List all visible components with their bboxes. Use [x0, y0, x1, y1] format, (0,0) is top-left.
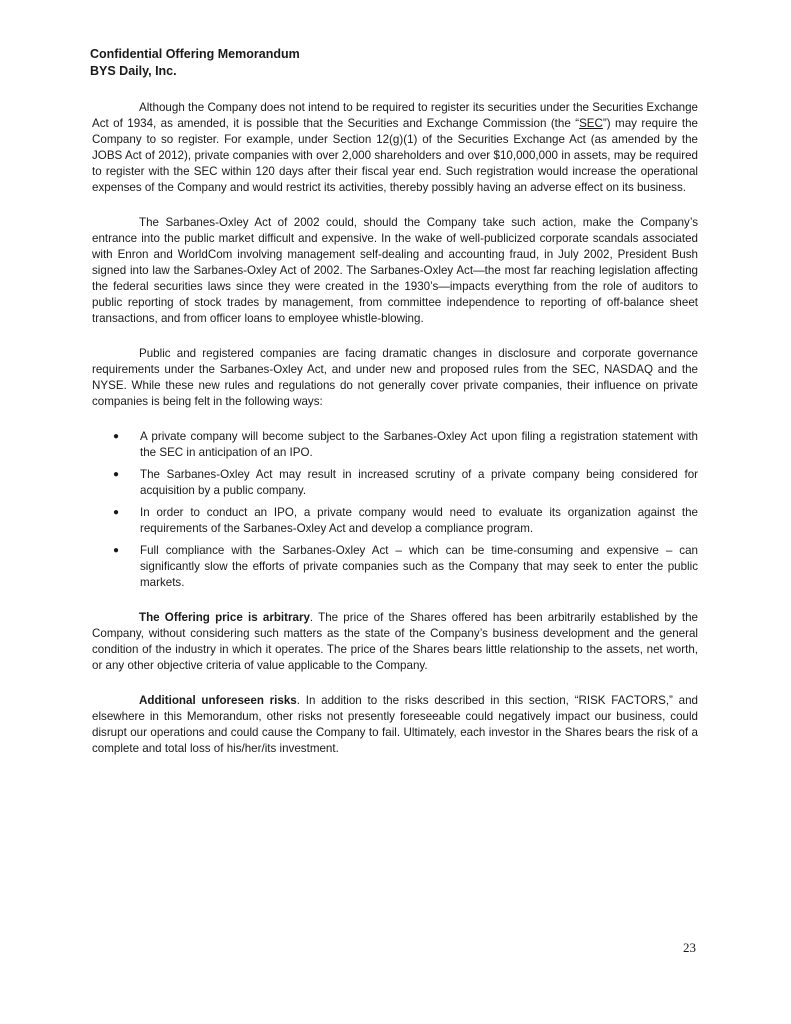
bullet-icon: ● [113, 545, 120, 556]
paragraph-governance: Public and registered companies are facing dramatic changes in disclosure and corporate governance requirements under the Sarbanes-Oxley Act, and under new and proposed rules from the SEC, NASDAQ and the NYSE. While these new rules and regulations do not generally cover private companies, their influence on private companies is being felt in the following ways: [92, 347, 698, 408]
list-item-text: The Sarbanes-Oxley Act may result in increased scrutiny of a private company being considered for acquisition by a public company. [140, 468, 698, 497]
document-body [92, 100, 698, 776]
paragraph-offering-price [92, 610, 698, 674]
header-title: Confidential Offering Memorandum [90, 47, 300, 61]
bullet-icon: ● [113, 431, 120, 442]
bullet-icon: ● [113, 507, 120, 518]
paragraph-heading: The Offering price is arbitrary [139, 611, 310, 624]
list-item [92, 505, 698, 537]
paragraph-text: ”) may require the Company to so register. For example, under Section 12(g)(1) of the Securities Exchange Act (as amended by the JOBS Act of 2012), private companies with over 2,000 shareholders and over $10,000,000 in assets, may be required to register with the SEC within 120 days after their fiscal year end. Such registration would increase the operational expenses of the Company and would restrict its activities, thereby possibly having an adverse effect on its business. [92, 117, 698, 194]
list-item-text: Full compliance with the Sarbanes-Oxley Act – which can be time-consuming and expensive – can significantly slow the efforts of private companies such as the Company that may seek to enter the public markets. [140, 544, 698, 589]
sec-abbreviation: SEC [579, 117, 603, 130]
list-item [92, 429, 698, 461]
paragraph-sarbanes-oxley: The Sarbanes-Oxley Act of 2002 could, should the Company take such action, make the Company’s entrance into the public market difficult and expensive. In the wake of well-publicized corporate scandals associated with Enron and WorldCom involving management self-dealing and accounting fraud, in July 2002, President Bush signed into law the Sarbanes-Oxley Act of 2002. The Sarbanes-Oxley Act—the most far reaching legislation affecting the federal securities laws since they were created in the 1930’s—impacts everything from the role of auditors to public reporting of stock trades by management, from committee independence to reporting of off-balance sheet transactions, and from officer loans to employee whistle-blowing. [92, 216, 698, 325]
bullet-list [92, 429, 698, 591]
list-item [92, 467, 698, 499]
list-item-text: A private company will become subject to the Sarbanes-Oxley Act upon filing a registration statement with the SEC in anticipation of an IPO. [140, 430, 698, 459]
header-company: BYS Daily, Inc. [90, 64, 177, 78]
paragraph-unforeseen-risks [92, 693, 698, 757]
paragraph-text: Although the Company does not intend to be required to register its securities under the Securities Exchange Act of 1934, as amended, it is possible that the Securities and Exchange Commission (the “ [92, 101, 698, 130]
list-item-text: In order to conduct an IPO, a private company would need to evaluate its organization against the requirements of the Sarbanes-Oxley Act and develop a compliance program. [140, 506, 698, 535]
document-header [90, 46, 300, 80]
paragraph-sec-registration [92, 100, 698, 196]
paragraph-heading: Additional unforeseen risks [139, 694, 297, 707]
page-number: 23 [683, 940, 696, 955]
bullet-icon: ● [113, 469, 120, 480]
list-item [92, 543, 698, 591]
paragraph-text: . In addition to the risks described in this section, “RISK FACTORS,” and elsewhere in this Memorandum, other risks not presently foreseeable could negatively impact our business, could disrupt our operations and could cause the Company to fail. Ultimately, each investor in the Shares bears the risk of a complete and total loss of his/her/its investment. [92, 694, 699, 755]
paragraph-text: . The price of the Shares offered has been arbitrarily established by the Company, without considering such matters as the state of the Company’s business development and the general condition of the industry in which it operates. The price of the Shares bears little relationship to the assets, net worth, or any other objective criteria of value applicable to the Company. [92, 611, 698, 672]
